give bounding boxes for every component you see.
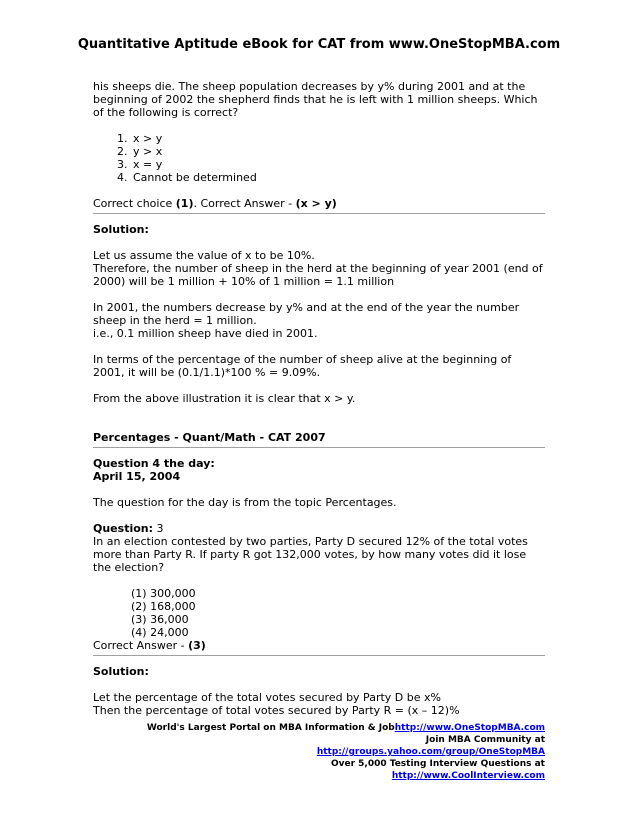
solution-line: Then the percentage of total votes secured by Party R = (x – 12)%: [93, 704, 460, 717]
correct-answer-value: (x > y): [295, 197, 337, 210]
question-label: Question:: [93, 522, 154, 535]
solution-paragraph: In terms of the percentage of the number of sheep alive at the beginning of 2001, it will be (0.1/1.1)*100 % = 9.09%.: [93, 353, 512, 379]
answer-options-list: [93, 587, 545, 639]
onestopmba-link[interactable]: http://www.OneStopMBA.com: [394, 723, 545, 733]
page-header-title: Quantitative Aptitude eBook for CAT from www.OneStopMBA.com: [77, 37, 561, 52]
solution-heading: Solution:: [93, 223, 149, 236]
correct-answer-label: Correct Answer -: [93, 639, 189, 652]
solution-line: Let the percentage of the total votes secured by Party D be x%: [93, 691, 441, 704]
section-title: Percentages - Quant/Math - CAT 2007: [93, 431, 326, 444]
question-date: April 15, 2004: [93, 470, 181, 483]
divider: [93, 447, 545, 448]
solution-paragraph: Let us assume the value of x to be 10%.: [93, 249, 315, 262]
page-footer: [147, 722, 545, 782]
question-heading: [93, 522, 545, 535]
option-item: 4. Cannot be determined: [131, 171, 545, 184]
question-number: 3: [153, 522, 164, 535]
footer-community-label: Join MBA Community at: [425, 735, 545, 745]
question-text-continued: his sheeps die. The sheep population decreases by y% during 2001 and at the beginning of 2002 the shepherd finds that he is left with 1 million sheeps. Which of the following is correct?: [93, 80, 538, 119]
correct-choice-value: (1): [175, 197, 194, 210]
correct-choice-label: Correct choice: [93, 197, 176, 210]
solution-paragraph: In 2001, the numbers decrease by y% and at the end of the year the number sheep in the herd = 1 million.: [93, 301, 520, 327]
footer-line: [147, 722, 545, 734]
option-item: 1. x > y: [131, 132, 545, 145]
footer-line: [147, 770, 545, 782]
divider: [93, 213, 545, 214]
option-item: 2. y > x: [131, 145, 545, 158]
option-item: 3. x = y: [131, 158, 545, 171]
question-text: In an election contested by two parties, Party D secured 12% of the total votes more than Party R. If party R got 132,000 votes, by how many votes did it lose the election?: [93, 535, 528, 574]
correct-answer-value: (3): [188, 639, 206, 652]
option-item: (2) 168,000: [131, 600, 196, 613]
solution-paragraph: From the above illustration it is clear that x > y.: [93, 392, 356, 405]
topic-intro: The question for the day is from the topic Percentages.: [93, 496, 397, 509]
solution-paragraph: Therefore, the number of sheep in the herd at the beginning of year 2001 (end of 2000) will be 1 million + 10% of 1 million = 1.1 million: [93, 262, 543, 288]
coolinterview-link[interactable]: http://www.CoolInterview.com: [391, 771, 545, 781]
correct-answer-label: . Correct Answer -: [193, 197, 296, 210]
yahoo-group-link[interactable]: http://groups.yahoo.com/group/OneStopMBA: [316, 747, 545, 757]
footer-tagline: World's Largest Portal on MBA Information & Job: [146, 723, 395, 733]
solution-paragraph: i.e., 0.1 million sheep have died in 2001.: [93, 327, 318, 340]
correct-answer-line: [93, 197, 545, 210]
footer-line: [147, 746, 545, 758]
correct-answer-line: [93, 639, 545, 652]
option-item: (3) 36,000: [131, 613, 189, 626]
divider: [93, 655, 545, 656]
option-item: (4) 24,000: [131, 626, 189, 639]
answer-options-list: [93, 132, 545, 184]
question-of-day-label: Question 4 the day:: [93, 457, 215, 470]
option-item: (1) 300,000: [131, 587, 196, 600]
solution-heading: Solution:: [93, 665, 149, 678]
footer-interview-label: Over 5,000 Testing Interview Questions at: [330, 759, 545, 769]
document-body: [93, 80, 545, 717]
